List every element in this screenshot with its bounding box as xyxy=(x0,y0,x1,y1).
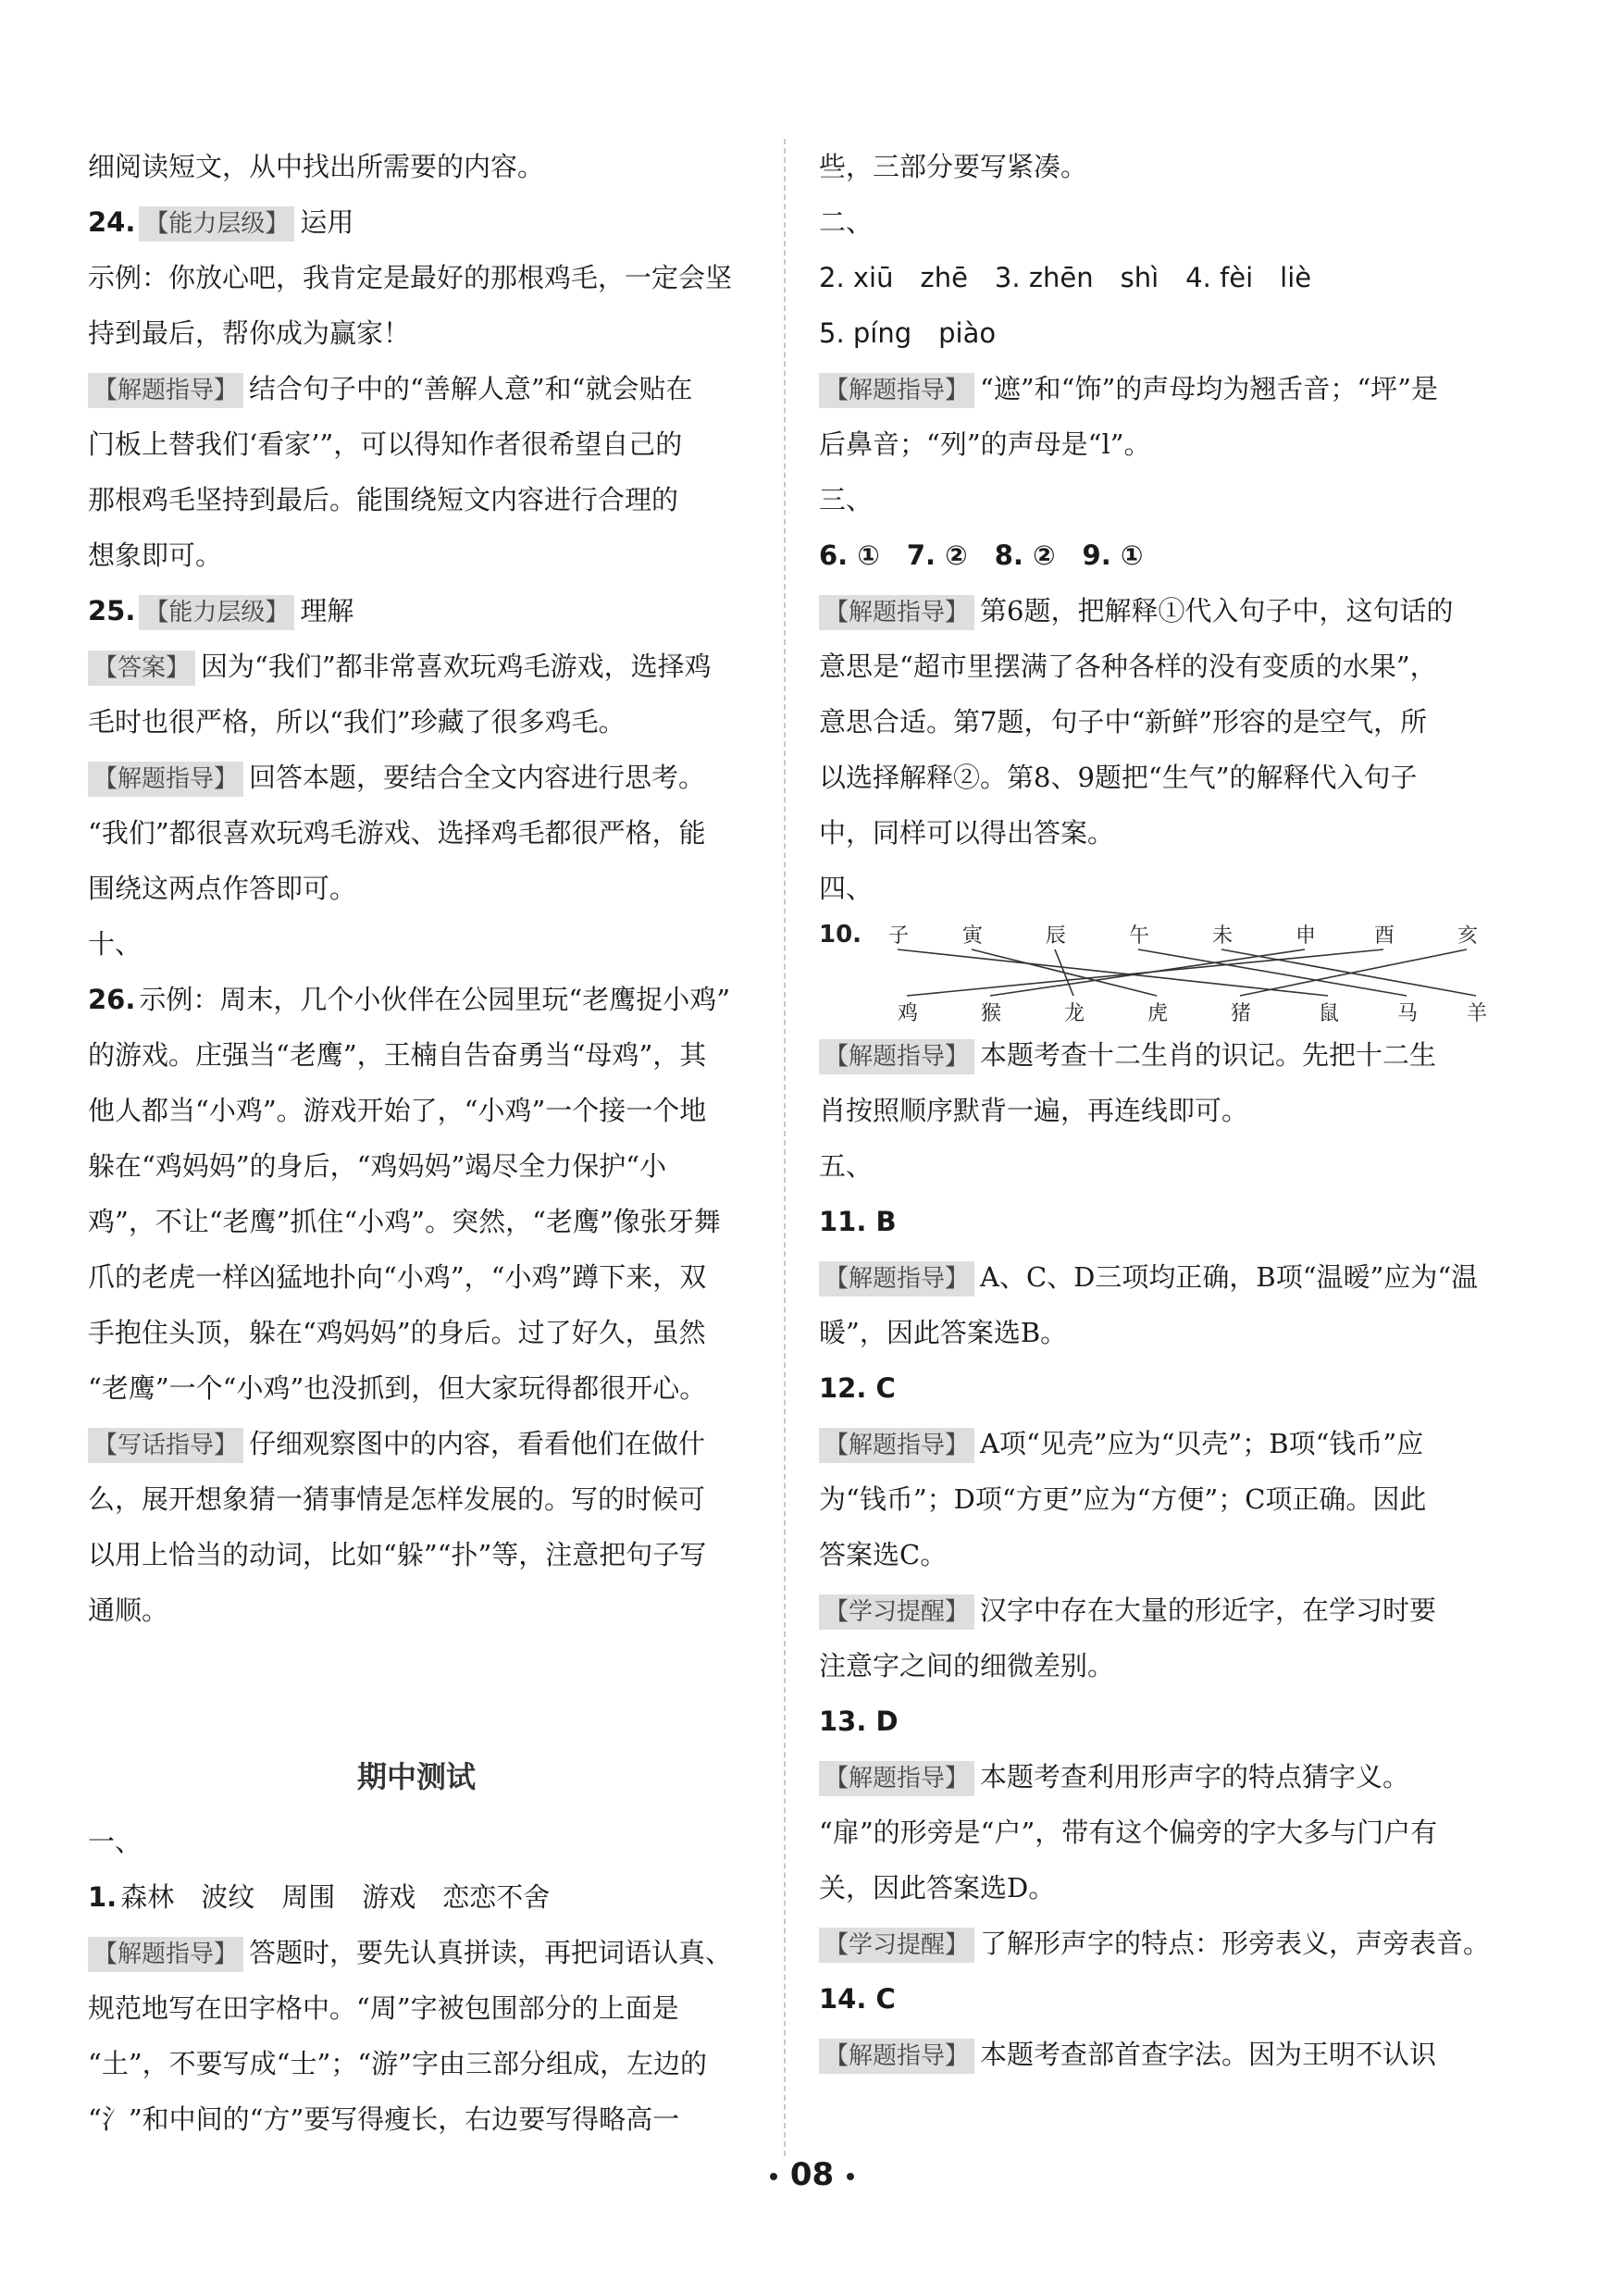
guidance-line: 【解题指导】 本题考查部首查字法。因为王明不认识 xyxy=(819,2027,1476,2082)
question-10-number: 10. xyxy=(819,921,862,949)
text-line: 肖按照顺序默背一遍，再连线即可。 xyxy=(819,1095,1249,1126)
text-line: 鸡”，不让“老鹰”抓住“小鸡”。突然，“老鹰”像张牙舞 xyxy=(88,1206,721,1237)
text-line: 持到最后，帮你成为赢家！ xyxy=(88,317,411,349)
zodiac-animal-label: 鼠 xyxy=(1319,1002,1340,1025)
text-line: 些，三部分要写紧凑。 xyxy=(819,151,1088,182)
learning-tip-line: 【学习提醒】 了解形声字的特点：形旁表义，声旁表音。 xyxy=(819,1916,1476,1971)
guidance-line: 【解题指导】 A、C、D三项均正确，B项“温暧”应为“温 xyxy=(819,1249,1476,1305)
text-line: 的游戏。庄强当“老鹰”，王楠自告奋勇当“母鸡”，其 xyxy=(88,1039,707,1071)
section-3-heading: 三、 xyxy=(819,484,874,515)
writing-guidance-line: 【写话指导】 仔细观察图中的内容，看看他们在做什 xyxy=(88,1416,745,1471)
text-line: “老鹰”一个“小鸡”也没抓到，但大家玩得都很开心。 xyxy=(88,1372,707,1404)
text-line: 中，同样可以得出答案。 xyxy=(819,817,1115,849)
text-line: 答案选C。 xyxy=(819,1539,948,1570)
question-24-header: 24. 【能力层级】 运用 xyxy=(88,194,745,250)
earthly-branch-label: 辰 xyxy=(1046,924,1067,948)
question-25-header: 25. 【能力层级】 理解 xyxy=(88,583,745,639)
spacer xyxy=(88,1638,745,1703)
answer-12: 12. C xyxy=(819,1372,896,1404)
section-10-heading: 十、 xyxy=(88,928,143,960)
section-2-heading: 二、 xyxy=(819,206,874,238)
zodiac-animal-label: 猪 xyxy=(1231,1002,1252,1025)
text-line: 想象即可。 xyxy=(88,540,223,571)
match-line xyxy=(1055,949,1073,996)
left-column xyxy=(88,139,745,2147)
text-line: 后鼻音；“列”的声母是“l”。 xyxy=(819,428,1151,460)
earthly-branch-label: 寅 xyxy=(962,924,984,948)
text-line: 躲在“鸡妈妈”的身后，“鸡妈妈”竭尽全力保护“小 xyxy=(88,1150,667,1182)
text-line: 示例：你放心吧，我肯定是最好的那根鸡毛，一定会坚 xyxy=(88,262,733,293)
text-line: 他人都当“小鸡”。游戏开始了，“小鸡”一个接一个地 xyxy=(88,1095,707,1126)
text-line: “扉”的形旁是“户”，带有这个偏旁的字大多与门户有 xyxy=(819,1817,1438,1848)
bullet-dot xyxy=(770,2173,777,2180)
section-1-heading: 一、 xyxy=(88,1826,143,1857)
answer-line: 【答案】 因为“我们”都非常喜欢玩鸡毛游戏，选择鸡 xyxy=(88,639,745,694)
guidance-line: 【解题指导】 A项“见壳”应为“贝壳”；B项“钱币”应 xyxy=(819,1416,1476,1471)
section-5-heading: 五、 xyxy=(819,1150,874,1182)
matching-lines-svg xyxy=(819,916,1488,1027)
question-1-line: 1. 森林 波纹 周围 游戏 恋恋不舍 xyxy=(88,1881,551,1913)
answer-13: 13. D xyxy=(819,1706,899,1737)
guidance-line: 【解题指导】 本题考查十二生肖的识记。先把十二生 xyxy=(819,1027,1476,1083)
earthly-branch-label: 子 xyxy=(888,924,910,948)
pinyin-answers-2-4: 2. xiū zhē 3. zhēn shì 4. fèi liè xyxy=(819,262,1312,293)
earthly-branch-label: 午 xyxy=(1129,924,1150,948)
text-line: 注意字之间的细微差别。 xyxy=(819,1650,1115,1681)
text-line: 规范地写在田字格中。“周”字被包围部分的上面是 xyxy=(88,1992,679,2024)
guidance-line: 【解题指导】 答题时，要先认真拼读，再把词语认真、 xyxy=(88,1925,745,1980)
page-number: 08 xyxy=(0,2156,1624,2193)
right-column xyxy=(819,139,1491,2082)
text-line: 以用上恰当的动词，比如“躲”“扑”等，注意把句子写 xyxy=(88,1539,707,1570)
text-line: 手抱住头顶，躲在“鸡妈妈”的身后。过了好久，虽然 xyxy=(88,1317,706,1348)
learning-tip-line: 【学习提醒】 汉字中存在大量的形近字，在学习时要 xyxy=(819,1582,1476,1638)
text-line: 意思是“超市里摆满了各种各样的没有变质的水果”， xyxy=(819,651,1437,682)
text-line: 爪的老虎一样凶猛地扑向“小鸡”，“小鸡”蹲下来，双 xyxy=(88,1261,707,1293)
question-26-line: 26. 示例：周末，几个小伙伴在公园里玩“老鹰捉小鸡” xyxy=(88,984,731,1015)
text-line: 门板上替我们‘看家’”，可以得知作者很希望自己的 xyxy=(88,428,683,460)
earthly-branch-label: 酉 xyxy=(1374,924,1395,948)
text-line: 暖”，因此答案选B。 xyxy=(819,1317,1068,1348)
zodiac-animal-label: 虎 xyxy=(1147,1002,1169,1025)
text-line: 通顺。 xyxy=(88,1594,169,1626)
answers-6-9: 6. ① 7. ② 8. ② 9. ① xyxy=(819,540,1144,571)
text-line: 毛时也很严格，所以“我们”珍藏了很多鸡毛。 xyxy=(88,706,626,738)
earthly-branch-label: 亥 xyxy=(1457,924,1479,948)
guidance-line: 【解题指导】 结合句子中的“善解人意”和“就会贴在 xyxy=(88,361,745,416)
text-line: “氵”和中间的“方”要写得瘦长，右边要写得略高一 xyxy=(88,2103,680,2135)
answer-11: 11. B xyxy=(819,1206,897,1237)
text-line: “我们”都很喜欢玩鸡毛游戏、选择鸡毛都很严格，能 xyxy=(88,817,706,849)
text-line: 细阅读短文，从中找出所需要的内容。 xyxy=(88,151,545,182)
guidance-line: 【解题指导】 第6题，把解释①代入句子中，这句话的 xyxy=(819,583,1476,639)
column-divider xyxy=(784,139,786,2156)
guidance-line: 【解题指导】 回答本题，要结合全文内容进行思考。 xyxy=(88,750,745,805)
text-line: 意思合适。第7题，句子中“新鲜”形容的是空气，所 xyxy=(819,706,1428,738)
text-line: “土”，不要写成“士”；“游”字由三部分组成，左边的 xyxy=(88,2048,707,2079)
guidance-line: 【解题指导】 “遮”和“饰”的声母均为翘舌音；“坪”是 xyxy=(819,361,1476,416)
text-line: 以选择解释②。第8、9题把“生气”的解释代入句子 xyxy=(819,762,1418,793)
earthly-branch-label: 未 xyxy=(1212,924,1233,948)
earthly-branch-label: 申 xyxy=(1295,924,1317,948)
zodiac-animal-label: 龙 xyxy=(1064,1002,1085,1025)
section-4-heading: 四、 xyxy=(819,873,874,904)
text-line: 那根鸡毛坚持到最后。能围绕短文内容进行合理的 xyxy=(88,484,679,515)
midterm-test-title: 期中测试 xyxy=(356,1759,476,1794)
match-line xyxy=(907,949,1383,996)
zodiac-animal-label: 鸡 xyxy=(898,1002,919,1025)
guidance-line: 【解题指导】 本题考查利用形声字的特点猜字义。 xyxy=(819,1749,1476,1805)
text-line: 为“钱币”；D项“方更”应为“方便”；C项正确。因此 xyxy=(819,1483,1427,1515)
text-line: 围绕这两点作答即可。 xyxy=(88,873,357,904)
pinyin-answer-5: 5. píng piào xyxy=(819,317,997,349)
zodiac-matching-diagram xyxy=(819,916,1488,1027)
zodiac-animal-label: 猴 xyxy=(981,1002,1002,1025)
text-line: 么，展开想象猜一猜事情是怎样发展的。写的时候可 xyxy=(88,1483,706,1515)
bullet-dot xyxy=(847,2173,854,2180)
text-line: 关，因此答案选D。 xyxy=(819,1872,1056,1904)
zodiac-animal-label: 马 xyxy=(1397,1002,1419,1025)
zodiac-animal-label: 羊 xyxy=(1467,1002,1488,1025)
answer-14: 14. C xyxy=(819,1983,896,2015)
